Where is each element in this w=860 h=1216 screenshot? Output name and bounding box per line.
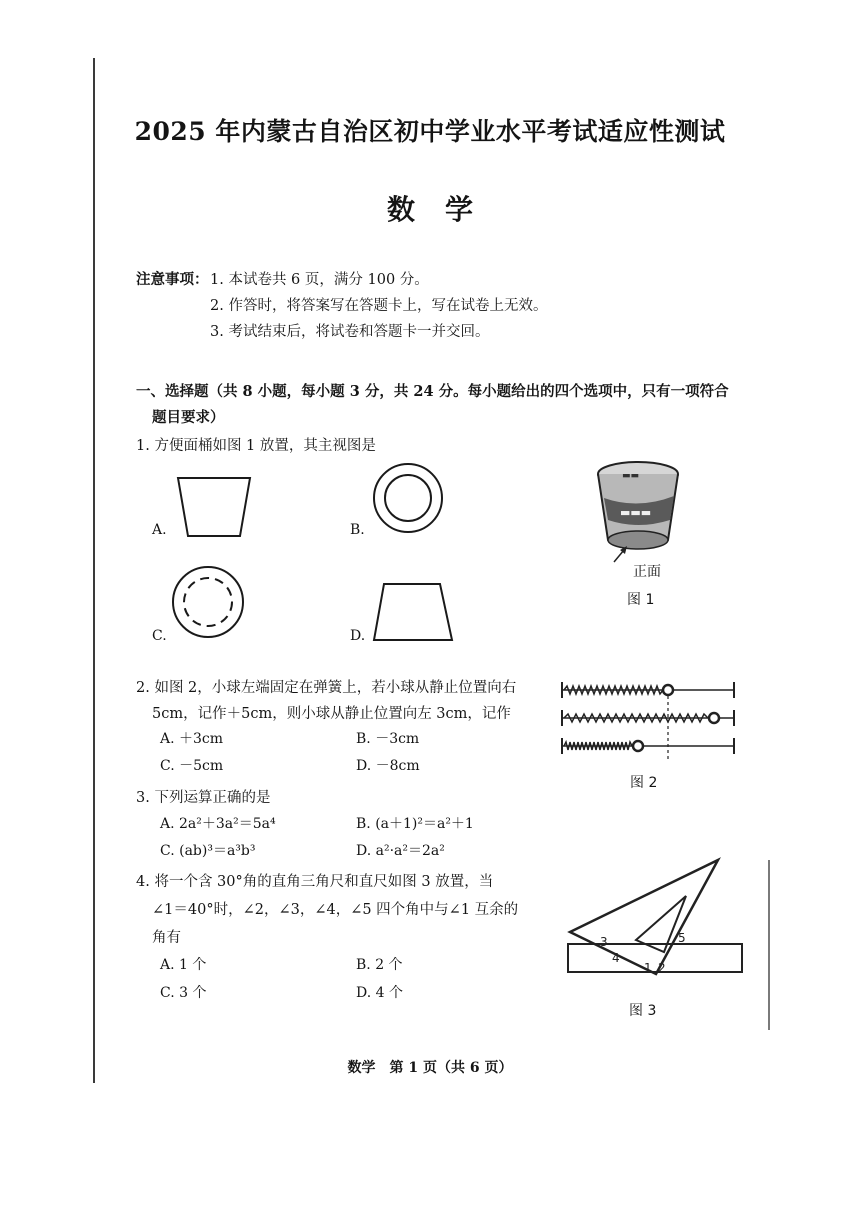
figure-1-caption: 图 1 <box>627 592 655 608</box>
q1-option-a-label: A. <box>152 522 167 538</box>
question-4-line-1: 4. 将一个含 30°角的直角三角尺和直尺如图 3 放置，当 <box>136 874 494 890</box>
spring-ball-figure <box>558 678 742 762</box>
q1-option-b-figure <box>370 460 450 540</box>
figure-3-caption: 图 3 <box>629 1003 657 1019</box>
question-1-stem: 1. 方便面桶如图 1 放置，其主视图是 <box>136 438 376 454</box>
q1-option-c-figure <box>170 564 250 644</box>
q2-option-a: A. ＋3cm <box>160 731 224 747</box>
q4-option-b: B. 2 个 <box>356 957 403 973</box>
page-footer: 数学 第 1 页（共 6 页） <box>347 1060 513 1076</box>
angle-label-2: 2 <box>658 961 666 975</box>
triangle-ruler-figure <box>560 852 750 982</box>
exam-title: 2025 年内蒙古自治区初中学业水平考试适应性测试 <box>134 117 726 146</box>
notice-label: 注意事项： <box>136 271 209 288</box>
angle-label-1: 1 <box>644 961 652 975</box>
right-margin-line <box>768 860 770 1030</box>
svg-text:▬▬▬: ▬▬▬ <box>620 506 652 519</box>
angle-label-3: 3 <box>600 935 608 949</box>
angle-label-4: 4 <box>612 951 620 965</box>
question-2-line-2: 5cm，记作＋5cm，则小球从静止位置向左 3cm，记作 <box>152 706 511 722</box>
q4-option-d: D. 4 个 <box>356 985 403 1001</box>
figure-1-front-label: 正面 <box>633 564 661 580</box>
q2-option-b: B. －3cm <box>356 731 420 747</box>
svg-text:▬▬: ▬▬ <box>622 471 640 481</box>
q4-option-c: C. 3 个 <box>160 985 207 1001</box>
section-heading: 一、选择题（共 8 小题，每小题 3 分，共 24 分。每小题给出的四个选项中，只有一项符合 <box>136 383 729 400</box>
question-4-line-2: ∠1＝40°时，∠2，∠3，∠4，∠5 四个角中与∠1 互余的 <box>152 902 519 918</box>
question-4-line-3: 角有 <box>152 930 181 946</box>
angle-label-5: 5 <box>678 931 686 945</box>
q1-option-d-label: D. <box>350 628 366 644</box>
q2-option-c: C. －5cm <box>160 758 224 774</box>
section-heading-cont: 题目要求） <box>152 409 225 426</box>
q2-option-d: D. －8cm <box>356 758 420 774</box>
q1-option-c-label: C. <box>152 628 167 644</box>
notice-item-2: 2. 作答时，将答案写在答题卡上，写在试卷上无效。 <box>210 298 548 314</box>
q1-option-a-figure <box>170 472 260 542</box>
figure-2-caption: 图 2 <box>630 775 658 791</box>
question-2-line-1: 2. 如图 2，小球左端固定在弹簧上，若小球从静止位置向右 <box>136 680 517 696</box>
noodle-bucket-figure <box>594 458 690 568</box>
q4-option-a: A. 1 个 <box>160 957 207 973</box>
subject-title: 数学 <box>386 193 503 226</box>
q1-option-d-figure <box>370 578 460 648</box>
q3-option-c: C. (ab)³＝a³b³ <box>160 843 256 859</box>
q3-option-a: A. 2a²＋3a²＝5a⁴ <box>160 816 276 832</box>
q1-option-b-label: B. <box>350 522 365 538</box>
notice-item-1: 1. 本试卷共 6 页，满分 100 分。 <box>210 272 429 288</box>
notice-item-3: 3. 考试结束后，将试卷和答题卡一并交回。 <box>210 324 490 340</box>
question-3-stem: 3. 下列运算正确的是 <box>136 790 271 806</box>
q3-option-b: B. (a＋1)²＝a²＋1 <box>356 816 474 832</box>
q3-option-d: D. a²·a²＝2a² <box>356 843 445 859</box>
